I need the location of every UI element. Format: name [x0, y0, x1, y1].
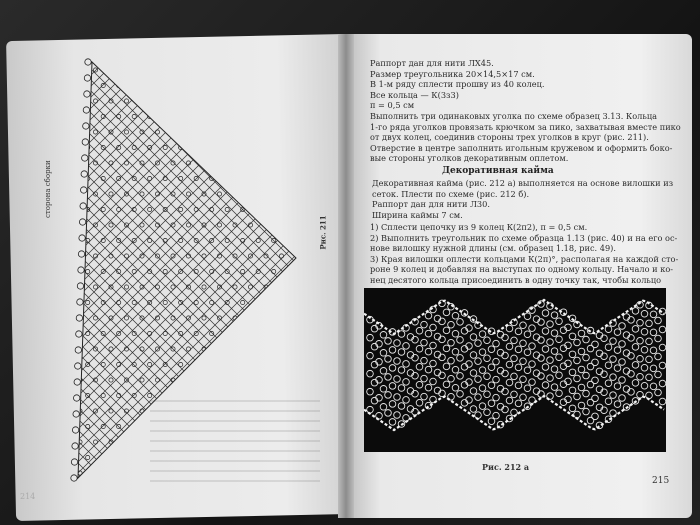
edge-ring — [71, 475, 77, 481]
assembly-side-label: сторона сборки — [44, 160, 52, 218]
figure-211-caption: Рис. 211 — [318, 215, 328, 250]
ghost-page-number: 214 — [20, 492, 36, 501]
text-line: Раппорт дан для нити Л30. — [372, 199, 490, 210]
text-line: Все кольца — К(3з3) — [370, 89, 459, 100]
text-line: нец десятого кольца присоединить в одну точку так, чтобы кольцо — [370, 275, 662, 285]
text-line: п = 0,5 см — [370, 100, 415, 111]
text-line: 1-го ряда уголков провязать крючком за пико, захватывая вместе пико — [370, 121, 681, 132]
text-line: Раппорт дан для нити ЛХ45. — [370, 58, 494, 68]
text-line: 3) Края вилошки оплести кольцами К(2п)°, располагая на каждой сто- — [370, 253, 679, 264]
edge-ring — [77, 299, 83, 305]
text-line: Выполнить три одинаковых уголка по схеме образец 3.13. Кольца — [370, 111, 657, 121]
edge-ring — [84, 75, 90, 81]
text-line: В 1-м ряду сплести прошву из 40 колец. — [370, 79, 545, 90]
text-line: 2) Выполнить треугольник по схеме образца 1.13 (рис. 40) и на его ос- — [370, 232, 678, 243]
edge-ring — [82, 155, 88, 161]
edge-ring — [72, 443, 78, 449]
edge-ring — [73, 411, 79, 417]
edge-ring — [75, 347, 81, 353]
edge-ring — [75, 363, 81, 369]
section-heading: Декоративная кайма — [442, 166, 554, 176]
show-through-text — [150, 392, 320, 482]
edge-ring — [80, 203, 86, 209]
page-number: 215 — [652, 476, 670, 486]
edge-ring — [71, 459, 77, 465]
edge-ring — [76, 315, 82, 321]
edge-ring — [77, 283, 83, 289]
edge-ring — [79, 235, 85, 241]
text-line: Отверстие в центре заполнить игольным кружевом и оформить боко- — [370, 142, 673, 153]
text-line: Ширина каймы 7 см. — [372, 209, 463, 220]
edge-ring — [84, 91, 90, 97]
edge-ring — [76, 331, 82, 337]
edge-ring — [73, 395, 79, 401]
edge-ring — [74, 379, 80, 385]
photo-caption: Рис. 212 а — [482, 462, 530, 472]
edge-ring — [81, 171, 87, 177]
text-line: вые стороны уголков декоративным оплетом. — [370, 153, 569, 164]
lace-border-photo — [364, 288, 666, 452]
text-line: от двух колец, соединив стороны трех уголков в круг (рис. 211). — [370, 132, 649, 143]
text-line: 1) Сплести цепочку из 9 колец К(2п2), п = 0,5 см. — [370, 222, 588, 232]
text-line: роне 9 колец и добавляя на выступах по одному кольцу. Начало и ко- — [370, 264, 674, 275]
text-line: нове вилошку нужной длины (см. образец 1.18, рис. 49). — [370, 243, 616, 254]
edge-ring — [83, 123, 89, 129]
edge-ring — [80, 187, 86, 193]
text-line: сеток. Плести по схеме (рис. 212 б). — [372, 188, 530, 199]
edge-ring — [79, 219, 85, 225]
edge-ring — [85, 59, 91, 65]
text-line: Декоративная кайма (рис. 212 а) выполняется на основе вилошки из — [372, 178, 674, 188]
text-line: Размер треугольника 20×14,5×17 см. — [370, 68, 535, 79]
edge-ring — [78, 267, 84, 273]
edge-ring — [83, 107, 89, 113]
edge-ring — [72, 427, 78, 433]
edge-ring — [82, 139, 88, 145]
edge-ring — [78, 251, 84, 257]
